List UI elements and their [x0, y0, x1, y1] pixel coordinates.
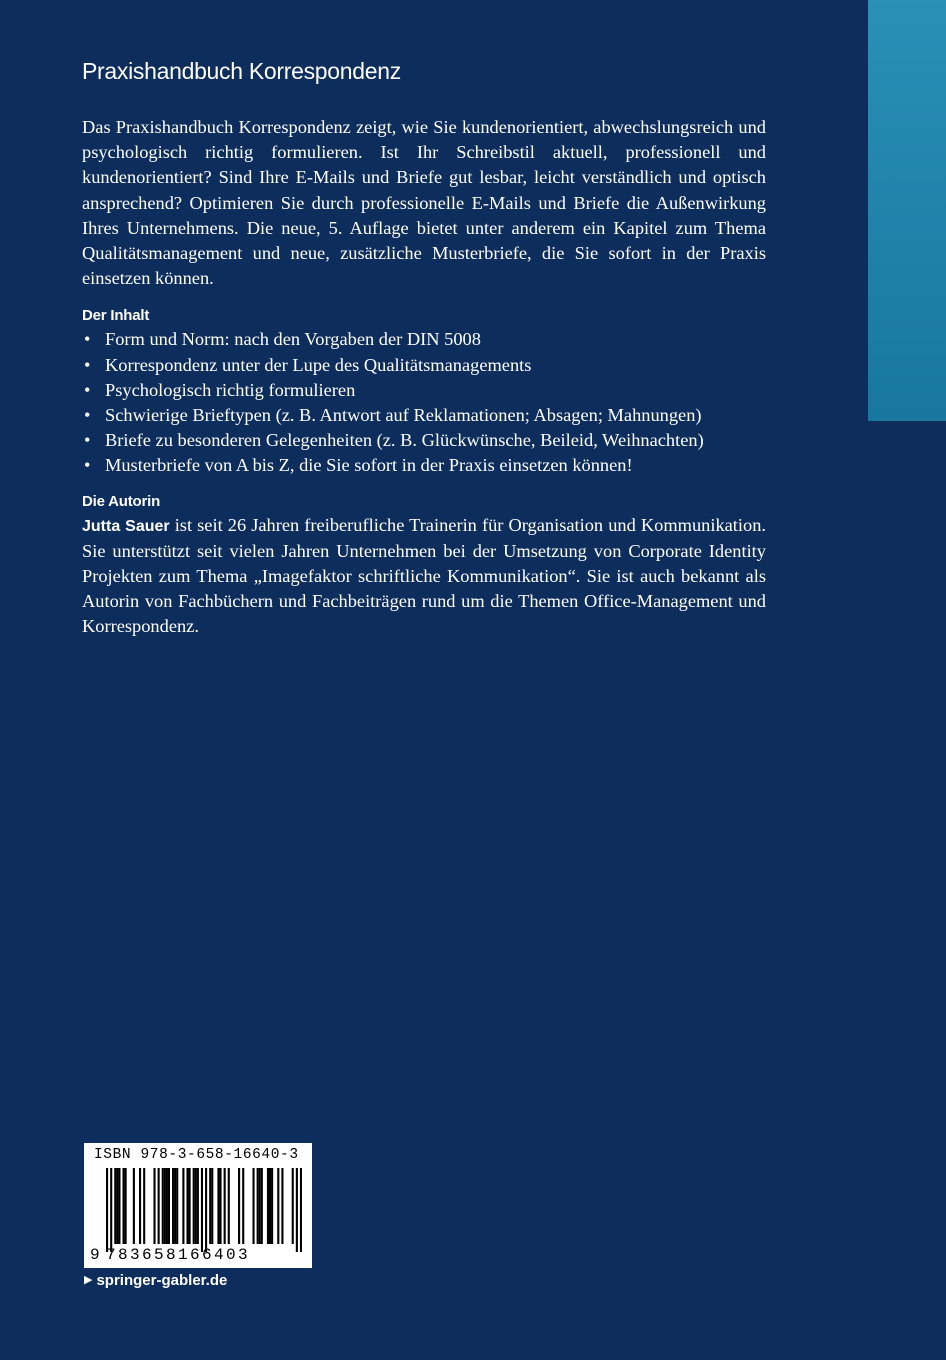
barcode-bar: [176, 1168, 178, 1244]
barcode-bar: [193, 1168, 195, 1244]
contents-heading: Der Inhalt: [82, 307, 150, 325]
barcode-bar: [300, 1168, 302, 1252]
barcode-bar: [259, 1168, 261, 1244]
barcode-bar: [224, 1168, 226, 1244]
barcode-bar: [269, 1168, 271, 1244]
barcode-bar: [205, 1168, 207, 1252]
barcode-bar: [174, 1168, 176, 1244]
barcode-bar: [219, 1168, 221, 1244]
barcode-bar: [110, 1168, 112, 1252]
barcode-bar: [164, 1168, 166, 1244]
barcode-bar: [125, 1168, 127, 1244]
author-bio-text: ist seit 26 Jahren freiberufliche Trainerin für Organisation und Kommunikation. Sie unterstützt seit vielen Jahren Unternehmen bei der Umsetzung von Corporate Identity Projekten zum Thema „Imagefaktor schriftliche Kommunikation“. Sie ist auch bekannt als Autorin von Fachbüchern und Fachbeiträgen rund um die Themen Office-Management und Korrespondenz.: [82, 514, 767, 637]
website-text: springer-gabler.de: [96, 1272, 228, 1289]
barcode-bar: [123, 1168, 125, 1244]
barcode-bar: [172, 1168, 174, 1244]
contents-item: • Form und Norm: nach den Vorgaben der DIN 5008: [82, 327, 766, 352]
contents-item: • Schwierige Brieftypen (z. B. Antwort auf Reklamationen; Absagen; Mahnungen): [82, 403, 766, 428]
book-title: Praxishandbuch Korrespondenz: [82, 58, 401, 84]
barcode-bar: [201, 1168, 203, 1252]
isbn-label: ISBN 978-3-658-16640-3: [94, 1147, 299, 1163]
barcode-bar: [114, 1168, 116, 1244]
barcode-bar: [133, 1168, 135, 1244]
isbn-barcode: [84, 1143, 312, 1268]
barcode-bar: [118, 1168, 120, 1244]
barcode-bar: [292, 1168, 294, 1244]
accent-bar: [868, 0, 946, 421]
contents-item: • Psychologisch richtig formulieren: [82, 378, 766, 403]
publisher-website-link[interactable]: [84, 1272, 227, 1289]
back-cover-content: [82, 58, 766, 640]
barcode-bar: [189, 1168, 191, 1244]
barcode-bar: [162, 1168, 164, 1244]
contents-item: • Korrespondenz unter der Lupe des Qualitätsmanagements: [82, 353, 766, 378]
intro-paragraph: Das Praxishandbuch Korrespondenz zeigt, wie Sie kundenorientiert, abwechslungsreich und psychologisch richtig formulieren. Ist Ihr Schreibstil aktuell, professionell und kundenorientiert? Sind Ihre E-Mails und Briefe gut lesbar, leicht verständlich und optisch ansprechend? Optimieren Sie durch professionelle E-Mails und Briefe die Außenwirkung Ihres Unternehmens. Die neue, 5. Auflage bietet unter anderem ein Kapitel zum Thema Qualitätsmanagement und neue, zusätzliche Musterbriefe, die Sie sofort in der Praxis einsetzen können.: [82, 117, 766, 289]
barcode-bar: [116, 1168, 118, 1244]
barcode-bar: [257, 1168, 259, 1244]
contents-item: • Musterbriefe von A bis Z, die Sie sofort in der Praxis einsetzen können!: [82, 453, 766, 478]
barcode-bar: [209, 1168, 211, 1244]
barcode-bar: [267, 1168, 269, 1244]
barcode-bar: [182, 1168, 184, 1244]
barcode-bar: [217, 1168, 219, 1244]
triangle-right-icon: ▶: [84, 1274, 93, 1286]
barcode-bar: [195, 1168, 197, 1244]
barcode-lead-digit: 9: [90, 1246, 100, 1264]
contents-item: • Briefe zu besonderen Gelegenheiten (z. B. Glückwünsche, Beileid, Weihnachten): [82, 428, 766, 453]
barcode-bar: [106, 1168, 108, 1252]
barcode-bar: [211, 1168, 213, 1244]
barcode-bar: [261, 1168, 263, 1244]
barcode-bar: [158, 1168, 160, 1244]
barcode-bar: [228, 1168, 230, 1244]
barcode-bar: [242, 1168, 244, 1244]
barcode-bar: [238, 1168, 240, 1244]
barcode-digits: 783658166403: [106, 1246, 251, 1264]
barcode-bar: [168, 1168, 170, 1244]
author-heading: Die Autorin: [82, 492, 161, 510]
barcode-bar: [166, 1168, 168, 1244]
contents-list: [82, 327, 766, 478]
barcode-bar: [139, 1168, 141, 1244]
author-bio: [82, 513, 766, 640]
barcode-bar: [252, 1168, 254, 1244]
barcode-bar: [186, 1168, 188, 1244]
barcode-bar: [277, 1168, 279, 1244]
author-name: Jutta Sauer: [82, 517, 170, 535]
barcode-bar: [296, 1168, 298, 1252]
barcode-bar: [143, 1168, 145, 1244]
barcode-bar: [153, 1168, 155, 1244]
barcode-bar: [281, 1168, 283, 1244]
barcode-bar: [197, 1168, 199, 1244]
barcode-bars: [106, 1168, 302, 1252]
barcode-bar: [271, 1168, 273, 1244]
